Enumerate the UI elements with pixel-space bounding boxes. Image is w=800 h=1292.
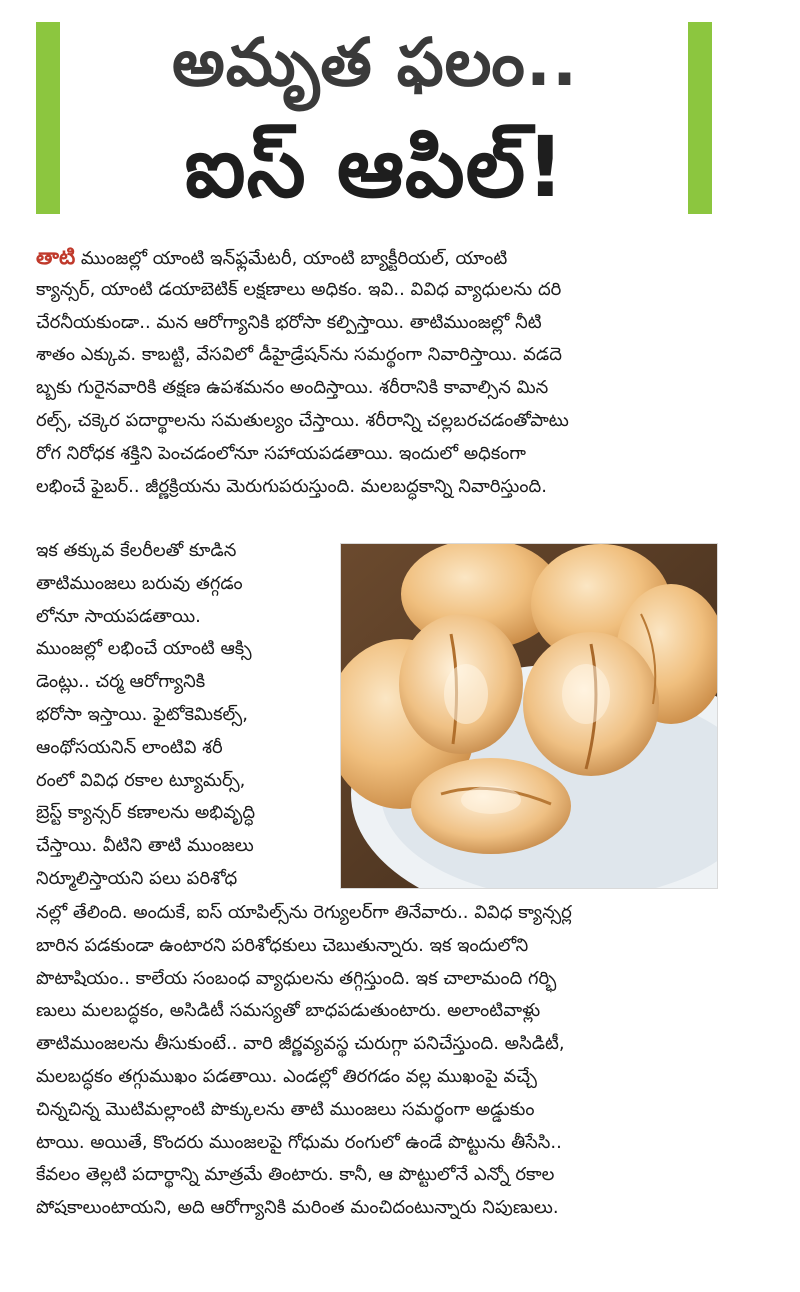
paragraph-line: లభించే ఫైబర్.. జీర్ణక్రియను మెరుగుపరుస్తుంది. మలబద్ధకాన్ని నివారిస్తుంది. [36, 475, 547, 497]
side-line: డెంట్లు.. చర్మ ఆరోగ్యానికి [36, 671, 206, 693]
side-line: చేస్తాయి. వీటిని తాటి ముంజలు [36, 835, 254, 857]
paragraph-line: చేరనీయకుండా.. మన ఆరోగ్యానికి భరోసా కల్పిస్తాయి. తాటిముంజల్లో నీటి [36, 311, 542, 333]
side-line: భరోసా ఇస్తాయి. ఫైటోకెమికల్స్, [36, 703, 248, 725]
paragraph-line [36, 241, 706, 274]
side-line: ముంజల్లో లభించే యాంటి ఆక్సి [36, 638, 252, 660]
accent-bar-right [688, 22, 712, 214]
side-column-text [36, 535, 326, 896]
paragraph-line: బారిన పడకుండా ఉంటారని పరిశోధకులు చెబుతున్నారు. ఇక ఇందులోని [36, 934, 529, 956]
paragraph-line: రల్స్, చక్కెర పదార్థాలను సమతుల్యం చేస్తాయి. శరీరాన్ని చల్లబరచడంతోపాటు [36, 409, 569, 431]
paragraph-line: శాతం ఎక్కువ. కాబట్టి, వేసవిలో డీహైడ్రేషన్‌ను సమర్థంగా నివారిస్తాయి. వడదె [36, 344, 562, 366]
headline-line-2: ఐస్ ఆపిల్! [184, 118, 566, 216]
paragraph-line: కేవలం తెల్లటి పదార్థాన్ని మాత్రమే తింటారు. కానీ, ఆ పొట్టులోనే ఎన్నో రకాల [36, 1164, 555, 1186]
paragraph-line: మలబద్ధకం తగ్గుముఖం పడతాయి. ఎండల్లో తిరగడం వల్ల ముఖంపై వచ్చే [36, 1065, 537, 1087]
side-line: ఆంథోసయనిన్ లాంటివి శరీ [36, 736, 223, 758]
paragraph-line: పోషకాలుంటాయని, అది ఆరోగ్యానికి మరింత మంచిదంటున్నారు నిపుణులు. [36, 1197, 559, 1219]
paragraph-line: టాయి. అయితే, కొందరు ముంజలపై గోధుమ రంగులో ఉండే పొట్టును తీసేసి.. [36, 1131, 562, 1153]
ice-apple-photo [340, 543, 718, 889]
paragraph-line: క్యాన్సర్, యాంటి డయాబెటిక్ లక్షణాలు అధికం. ఇవి.. వివిధ వ్యాధులను దరి [36, 278, 562, 300]
paragraph-line: నల్లో తేలింది. అందుకే, ఐస్ యాపిల్స్‌ను రెగ్యులర్‌గా తినేవారు.. వివిధ క్యాన్సర్ల [36, 902, 572, 923]
lead-word: తాటి [36, 245, 76, 269]
side-line: తాటిముంజలు బరువు తగ్గడం [36, 572, 243, 594]
paragraph-line: తాటిముంజలను తీసుకుంటే.. వారి జీర్ణవ్యవస్థ చురుగ్గా పనిచేస్తుంది. అసిడిటీ, [36, 1033, 565, 1055]
side-line: నిర్మూలిస్తాయని పలు పరిశోధ [36, 867, 238, 889]
side-line: లోనూ సాయపడతాయి. [36, 605, 201, 627]
paragraph-line: చిన్నచిన్న మొటిమల్లాంటి పొక్కులను తాటి ముంజలు సమర్థంగా అడ్డుకుం [36, 1098, 535, 1120]
first-line-text: ముంజల్లో యాంటి ఇన్‌ఫ్లమేటరీ, యాంటి బ్యాక్టీరియల్, యాంటి [75, 248, 508, 269]
paragraph-line: రోగ నిరోధక శక్తిని పెంచడంలోనూ సహాయపడతాయి. ఇందులో అధికంగా [36, 442, 526, 464]
accent-bar-left [36, 22, 60, 214]
paragraph-line: పొటాషియం.. కాలేయ సంబంధ వ్యాధులను తగ్గిస్తుంది. ఇక చాలామంది గర్భి [36, 967, 557, 989]
closing-paragraph [36, 897, 706, 1225]
intro-paragraph [36, 241, 706, 503]
headline-line-1: అమృత ఫలం.. [171, 24, 579, 101]
paragraph-line: బ్బకు గురైనవారికి తక్షణ ఉపశమనం అందిస్తాయి. శరీరానికి కావాల్సిన మిన [36, 377, 549, 399]
paragraph-line: ణులు మలబద్ధకం, అసిడిటీ సమస్యతో బాధపడుతుంటారు. అలాంటివాళ్లు [36, 1000, 541, 1022]
side-line: బ్రెస్ట్ క్యాన్సర్ కణాలను అభివృద్ధి [36, 802, 256, 824]
ice-apple-illustration [341, 544, 717, 888]
side-line: రంలో వివిధ రకాల ట్యూమర్స్, [36, 769, 246, 791]
side-line: ఇక తక్కువ కేలరీలతో కూడిన [36, 540, 237, 561]
